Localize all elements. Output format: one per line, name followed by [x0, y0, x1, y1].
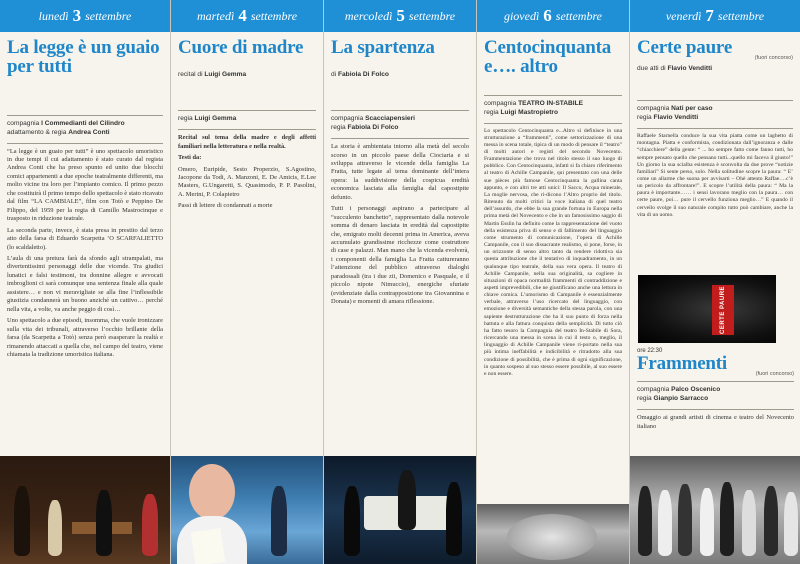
- column-day-3: mercoledì 5 settembre La spartenza di Fabiola Di Folco compagnia Scacciapensieri regia Fabiola Di Folco La storia è ambientata intorno alla metà del secolo scorso in un piccolo paese della Ciociaria e si sviluppa attraverso le vicende della famiglia La Fratta, tutte legate al tema dominante dell’intera opera: la suddivisione della cospicua eredità economica lasciata alla famiglia dal capostipite defunto. Tutti i personaggi aspirano a partecipare al “succulento banchetto”, rappresentato dalla notevole somma di denaro lasciata in eredità dal capostipite che, emigrato molti decenni prima in America, aveva accumulato grandissime ricchezze come costruttore di case e palazzi. Man mano che la vicenda evolverà, i componenti della famiglia La Fratta cattureranno l’attenzione del pubblico attraverso dialoghi paradossali (tra i due zii, Domenico e Pasquale, e il piccolo nipote Nimuccio), energiche sfuriate (evidenziate dalla contrapposizione tra Giovannina e Donata) e momenti di amara riflessione.: [323, 0, 476, 564]
- credits-2: compagnia Palco Oscenico regia Gianpio Sarracco: [637, 386, 721, 403]
- description: Recital sul tema della madre e degli affetti familiari nella letteratura e nella realtà. Testi da: Omero, Euripide, Sesto Properzio, S.Agostino, Jacopone da Todi, A. Manzoni, E. De Amicis, E.Lee Masters, G.Ungaretti, S. Quasimodo, P. P. Pasolini, A. Merini, P. Colapietro Passi di lettere di condannati a morte: [178, 134, 316, 210]
- column-day-2: martedì 4 settembre Cuore di madre recital di Luigi Gemma regia Luigi Gemma Recital sul tema della madre e degli affetti familiari nella letteratura e nella realtà. Testi da: Omero, Euripide, Sesto Properzio, S.Agostino, Jacopone da Todi, A. Manzoni, E. De Amicis, E.Lee Masters, G.Ungaretti, S. Quasimodo, P. P. Pasolini, A. Merini, P. Colapietro Passi di lettere di condannati a morte: [170, 0, 323, 564]
- column-day-4: [476, 0, 629, 564]
- actor-photo: [171, 456, 323, 564]
- show-title: La spartenza: [331, 37, 435, 58]
- description: Lo spettacolo Centocinquanta e...Altro si definisce in una strutturazione a “frammenti”, come settorizzazione di una messa in scena totale, tipica di un modo di pensare il “teatro” di molti autori e registi del secondo Novecento. Frammentazione che trova nel titolo stesso il suo luogo di pubblico. Con Centocinquanta, infatti si fa chiaro riferimento al teatro di Achille Campanile, qui presentato con una delle sue pièces più famose Centocinquanta la gallina canta appunto, e con altri tre atti unici: Il Sacco, Acqua minerale, La moglie nervosa, che ri-dicono l’Altro proprio del titolo. Ritenuto da molti critici la voce italiana di quel teatro dell’assurdo, che ebbe la sua grande fortuna in Europa nella prima metà del Novecento e che in un famosissimo saggio di Martin Esslin ha definito come la rappresentazione del vuoto della esistenza priva di senso e di fallimento del linguaggio come strumento di comunicazione, l’opera di Achille Campanile, con il suo dissacrante realismo, si pone, forse, in un orizzonte di senso altro tanto da rendere ridottiva sia questa attribuzione che il tentativo di inquadramento, in un qualunque tipo teatrale, della sua vera opera. Il teatro di Achille Campanile, nella sua originalità, sa cogliere in situazioni di opaca normalità frammenti di contraddizione e aspetti imprevedibili, che ne giustificano anche una lettura in chiave comica. L’umorismo di Campanile è essenzialmente verbale, attraverso l’uso ricercato del linguaggio, con emozione e diversità semantiche della stessa parola, con una sapiente destrutturazione che ha il suo punto di forza nella battuta e alla fattura conquista della semplicità. Di tutto ciò ha fatto tesoro la Compagnia del teatro In-Stabile di Sora, ricercando una messa in scena in cui il testo o, meglio, il linguaggio di Achille Campanile viene ri-portato nella sua più intima ineffabilità e indicibilità e ritradotto alla sua condizione di possibilità, che è prima di ogni significazione, in quanto sospeso al suo stesso essere possibile, al suo essere e non essere.: [484, 127, 622, 377]
- weekday: lunedì: [38, 8, 69, 23]
- credits: compagnia I Commedianti del Cilindro adattamento & regia Andrea Conti: [7, 119, 125, 136]
- description: La storia è ambientata intorno alla metà del secolo scorso in un piccolo paese della Ciociaria e si sviluppa attraverso le vicende della famiglia La Fratta, tutte legate al tema dominante dell’intera opera: la suddivisione della cospicua eredità economica lasciata alla famiglia dal capostipite defunto. Tutti i personaggi aspirano a partecipare al “succulento banchetto”, rappresentato dalla notevole somma di denaro lasciata in eredità dal capostipite che, emigrato molti decenni prima in America, aveva accumulato grandissime ricchezze come costruttore di case e palazzi. Man mano che la vicenda evolverà, i componenti della famiglia La Fratta cattureranno l’attenzione del pubblico attraverso dialoghi paradossali (tra i due zii, Domenico e Pasquale, e il piccolo nipote Nimuccio), energiche sfuriate (evidenziate dalla contrapposizione tra Giovannina e Donata) e momenti di amara riflessione.: [331, 143, 469, 306]
- day-header: martedì 4 settembre: [171, 0, 323, 32]
- day-number: 3: [72, 6, 82, 25]
- credits: compagnia TEATRO IN-STABILE regia Luigi Mastropietro: [484, 99, 584, 116]
- show-title: Certe paure: [637, 37, 733, 58]
- stage-photo: [0, 456, 170, 564]
- scene-photo: [324, 456, 476, 564]
- day-header: mercoledì 5 settembre: [324, 0, 476, 32]
- day-header: giovedì 6 settembre: [477, 0, 629, 32]
- show-title: La legge è un guaio per tutti: [7, 37, 160, 78]
- group-photo: [477, 504, 629, 564]
- day-header: venerdì 7 settembre: [630, 0, 800, 32]
- show-title-2: Frammenti: [637, 353, 727, 374]
- credits: di Fabiola Di Folco: [331, 71, 389, 79]
- day-header: [0, 0, 170, 32]
- show-time: ore 22:30: [637, 348, 663, 354]
- column-day-1: [0, 0, 170, 564]
- description: Raffaele Starnella conduce la sua vita piatta come un laghetto di montagna. Piatta e conformista, condizionata dall’ignoranza e dalle “chiacchiere” della gente: “ ... ho sempre fatto come fanno tutti, ho sempre pensato quello che pensano tutti...quello mi faceva il giusto!” Un giorno la sua scialba esistenza è sconvolta da due prove “notizie familiari” Si sente perso, solo. Nella solitudine scopre la paura: “ E’ come un allarme che suona per avvisarti – Ohè attento Raffae….c’è un pericolo da affrontare!”. E scopre l’utilità della paura: “ Ma la paura è importante…… i sensi lavorano meglio con la paura… con certe paure, poi… pure il cervello funziona meglio…” E quando il cervello svolge il suo naturale compito tutto può cambiare, anche la vita di un uomo.: [637, 133, 793, 218]
- column-day-5: venerdì 7 settembre Certe paure (fuori concorso) due atti di Flavio Venditti compagnia Nati per caso regia Flavio Venditti Raffaele Starnella conduce la sua vita piatta come un laghetto di montagna. Piatta e conformista, condizionata dall’ignoranza e dalle “chiacchiere” della gente: “ ... ho sempre fatto come fanno tutti, ho sempre pensato quello che pensano tutti...quello mi faceva il giusto!” Un giorno la sua scialba esistenza è sconvolta da due prove “notizie familiari” Si sente perso, solo. Nella solitudine scopre la paura: “ E’ come un allarme che suona per avvisarti – Ohè attento Raffae….c’è un pericolo da affrontare!”. E scopre l’utilità della paura: “ Ma la paura è importante…… i sensi lavorano meglio con la paura… con certe paure, poi… pure il cervello funziona meglio…” E quando il cervello svolge il suo naturale compito tutto può cambiare, anche la vita di un uomo. CERTE PAURE ore 22:30 Frammenti (fuori concorso) compagnia Palco Oscenico regia Gianpio Sarracco Omaggio ai grandi artisti di cinema e teatro del Novecento italiano: [629, 0, 800, 564]
- show-title: Centocinquanta e…. altro: [484, 37, 612, 78]
- description: “La legge è un guaio per tutti” è uno spettacolo umoristico in due tempi il cui adattamento è stato curato dal regista Andrea Conti che ha preso spunto ed unito due blocchi comici appartenenti a due epoche teatralmente differenti, ma molto vicine tra loro per l’impianto comico. Il primo pezzo che costituirà il primo tempo dello spettacolo è stato ricavato dal film “LA CAMBIALE”, film con Totò e Peppino De Filippo, del 1959 per la regia di Camillo Mastrocinque e trasposto in riduzione teatrale. La seconda parte, invece, è stata presa in prestito dal terzo atto della farsa di Eduardo Scarpetta ‘O SCARFALIETTO (lo scaldaletto). L’aula di una pretura farà da sfondo agli strampalati, ma divertentissimi personaggi delle due vicende. Tra giudici lunatici e falsi testimoni, tra donnine allegre e avvocati imbroglioni ci sarà comunque una sentenza finale alla quale assistere… e non vi meravigliate se alla fine l’inflessibile giustizia condannerà un buono anziché un cattivo… perché nella vita, a volte, va anche peggio di così… Uno spettacolo a due episodi, insomma, che vuole ironizzare sulla vita dei tribunali, attraverso l’occhio brillante della farsa (da Scarpetta a Totò) senza però esasperare la realtà e rimanendo attaccati a quella che, nel campo del teatro, viene chiamata la tradizione umoristica italiana.: [7, 147, 163, 358]
- credits: recital di Luigi Gemma: [178, 71, 247, 79]
- certe-paure-poster: [638, 275, 776, 343]
- month: settembre: [85, 8, 132, 23]
- description-2: Omaggio ai grandi artisti di cinema e teatro del Novecento italiano: [637, 414, 794, 430]
- credits: due atti di Flavio Venditti: [637, 65, 713, 73]
- show-title: Cuore di madre: [178, 37, 304, 58]
- cast-photo: [630, 456, 800, 564]
- poster-title: CERTE PAURE: [712, 285, 734, 335]
